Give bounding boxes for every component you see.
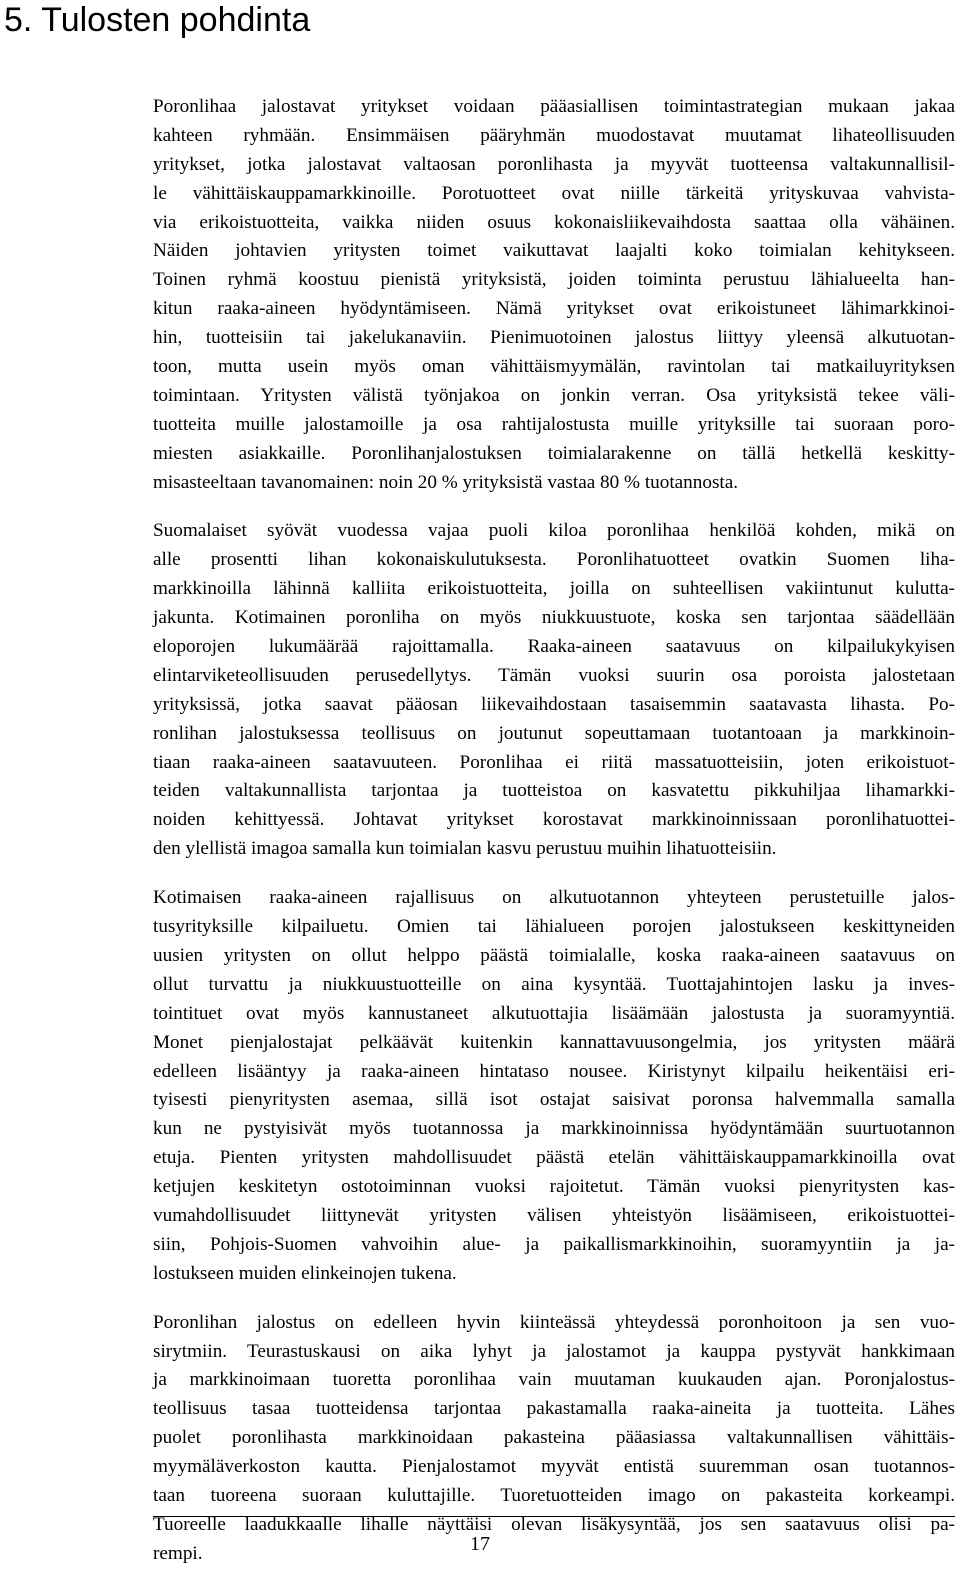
text-line: vumahdollisuudet liittynevät yritysten välisen yhteistyön lisäämiseen, erikoistuottei- — [153, 1204, 955, 1226]
text-line: markkinoilla lähinnä kalliita erikoistuotteita, joilla on suhteellisen vakiintunut kulutta- — [153, 578, 955, 600]
text-line: jakunta. Kotimainen poronliha on myös niukkuustuote, koska sen tarjontaa säädellään — [153, 607, 955, 629]
text-line: uusien yritysten on ollut helppo päästä toimialalle, koska raaka-aineen saatavuus on — [153, 944, 955, 966]
text-line: toimintaan. Yritysten välistä työnjakoa on jonkin verran. Osa yrityksistä tekee väli- — [153, 384, 955, 406]
text-line: sirytmiin. Teurastuskausi on aika lyhyt ja jalostamot ja kauppa pystyvät hankkimaan — [153, 1340, 955, 1362]
text-line: edelleen lisääntyy ja raaka-aineen hintataso nousee. Kiristynyt kilpailu heikentäisi eri- — [153, 1060, 955, 1082]
text-line: rempi. — [153, 1542, 203, 1564]
text-line: yrityksissä, jotka saavat pääosan liikevaihdostaan tasaisemmin saatavasta lihasta. Po- — [153, 693, 955, 715]
text-line: teollisuus tasaa tuotteidensa tarjontaa pakastamalla raaka-aineita ja tuotteita. Lähes — [153, 1398, 955, 1420]
text-line: misasteeltaan tavanomainen: noin 20 % yrityksistä vastaa 80 % tuotannosta. — [153, 471, 739, 493]
body-text — [153, 93, 955, 1589]
text-line: via erikoistuotteita, vaikka niiden osuus kokonaisliikevaihdosta saattaa olla vähäinen. — [153, 211, 955, 233]
paragraph-1 — [153, 93, 955, 497]
text-line: hin, tuotteisiin tai jakelukanaviin. Pienimuotoinen jalostus liittyy yleensä alkutuotan- — [153, 327, 955, 349]
text-line: puolet poronlihasta markkinoidaan pakasteina pääasiassa valtakunnallisen vähittäis- — [153, 1427, 955, 1449]
text-line: tuotteita muille jalostamoille ja osa rahtijalostusta muille yrityksille tai suoraan poro- — [153, 413, 955, 435]
text-line: myymäläverkoston kautta. Pienjalostamot myyvät entistä suuremman osan tuotannos- — [153, 1456, 955, 1478]
text-line: kun ne pystyisivät myös tuotannossa ja markkinoinnissa hyödyntämään suurtuotannon — [153, 1118, 955, 1140]
text-line: ja markkinoimaan tuoretta poronlihaa vain muutaman kuukauden ajan. Poronjalostus- — [153, 1369, 955, 1391]
text-line: tyisesti pienyritysten asemaa, sillä isot ostajat saisivat poronsa halvemmalla samalla — [153, 1089, 955, 1111]
text-line: Toinen ryhmä koostuu pienistä yrityksistä, joiden toiminta perustuu lähialueelta han- — [153, 269, 955, 291]
text-line: taan tuoreena suoraan kuluttajille. Tuoretuotteiden imago on pakasteita korkeampi. — [153, 1484, 955, 1506]
text-line: Poronlihaa jalostavat yritykset voidaan pääasiallisen toimintastrategian mukaan jakaa — [153, 96, 955, 117]
paragraph-4 — [153, 1309, 955, 1569]
text-line: ronlihan jalostuksessa teollisuus on joutunut sopeuttamaan tuotantoaan ja markkinoin- — [153, 722, 955, 744]
paragraph-3 — [153, 884, 955, 1288]
text-line: tusyrityksille kilpailuetu. Omien tai lähialueen porojen jalostukseen keskittyneiden — [153, 916, 955, 938]
text-line: kahteen ryhmään. Ensimmäisen pääryhmän muodostavat muutamat lihateollisuuden — [153, 124, 955, 146]
page-heading: 5. Tulosten pohdinta — [4, 1, 311, 39]
text-line: tiaan raaka-aineen saatavuuteen. Poronlihaa ei riitä massatuotteisiin, joten erikoistuot- — [153, 751, 955, 773]
text-line: Poronlihan jalostus on edelleen hyvin kiinteässä yhteydessä poronhoitoon ja sen vuo- — [153, 1311, 955, 1333]
text-line: le vähittäiskauppamarkkinoille. Porotuotteet ovat niille tärkeitä yrityskuvaa vahvista- — [153, 182, 955, 204]
page-number: 17 — [470, 1533, 490, 1555]
text-line: ketjujen keskitetyn ostotoiminnan vuoksi rajoitetut. Tämän vuoksi pienyritysten kas- — [153, 1176, 955, 1198]
text-line: etuja. Pienten yritysten mahdollisuudet päästä etelän vähittäiskauppamarkkinoilla ovat — [153, 1147, 955, 1169]
text-line: kitun raaka-aineen hyödyntämiseen. Nämä yritykset ovat erikoistuneet lähimarkkinoi- — [153, 298, 955, 320]
text-line: teiden valtakunnallista tarjontaa ja tuotteistoa on kasvatettu pikkuhiljaa lihamarkki- — [153, 780, 955, 802]
text-line: Tuoreelle laadukkaalle lihalle näyttäisi olevan lisäkysyntää, jos sen saatavuus olisi pa- — [153, 1513, 955, 1535]
text-line: lostukseen muiden elinkeinojen tukena. — [153, 1262, 457, 1284]
text-line: ollut turvattu ja niukkuustuotteille on aina kysyntää. Tuottajahintojen lasku ja inves- — [153, 973, 955, 995]
text-line: Näiden johtavien yritysten toimet vaikuttavat laajalti koko toimialan kehitykseen. — [153, 240, 955, 262]
text-line: tointituet ovat myös kannustaneet alkutuottajia lisäämään jalostusta ja suoramyyntiä. — [153, 1002, 955, 1024]
text-line: miesten asiakkaille. Poronlihanjalostuksen toimialarakenne on tällä hetkellä keskitty- — [153, 442, 955, 464]
text-line: toon, mutta usein myös oman vähittäismyymälän, ravintolan tai matkailuyrityksen — [153, 356, 955, 378]
text-line: elintarviketeollisuuden perusedellytys. Tämän vuoksi suurin osa poroista jalostetaan — [153, 664, 955, 686]
paragraph-2 — [153, 517, 955, 864]
text-line: Monet pienjalostajat pelkäävät kuitenkin kannattavuusongelmia, jos yritysten määrä — [153, 1031, 955, 1053]
footer-divider — [153, 1516, 955, 1517]
text-line: siin, Pohjois-Suomen vahvoihin alue- ja paikallismarkkinoihin, suoramyyntiin ja ja- — [153, 1233, 955, 1255]
text-line: alle prosentti lihan kokonaiskulutuksesta. Poronlihatuotteet ovatkin Suomen liha- — [153, 549, 955, 571]
text-line: yritykset, jotka jalostavat valtaosan poronlihasta ja myyvät tuotteensa valtakunnallisil- — [153, 153, 955, 175]
text-line: noiden kehittyessä. Johtavat yritykset korostavat markkinoinnissaan poronlihatuottei- — [153, 809, 955, 831]
text-line: Kotimaisen raaka-aineen rajallisuus on alkutuotannon yhteyteen perustetuille jalos- — [153, 887, 955, 909]
text-line: den ylellistä imagoa samalla kun toimialan kasvu perustuu muihin lihatuotteisiin. — [153, 838, 777, 860]
text-line: Suomalaiset syövät vuodessa vajaa puoli kiloa poronlihaa henkilöä kohden, mikä on — [153, 520, 955, 542]
text-line: eloporojen lukumäärää rajoittamalla. Raaka-aineen saatavuus on kilpailukykyisen — [153, 636, 955, 658]
